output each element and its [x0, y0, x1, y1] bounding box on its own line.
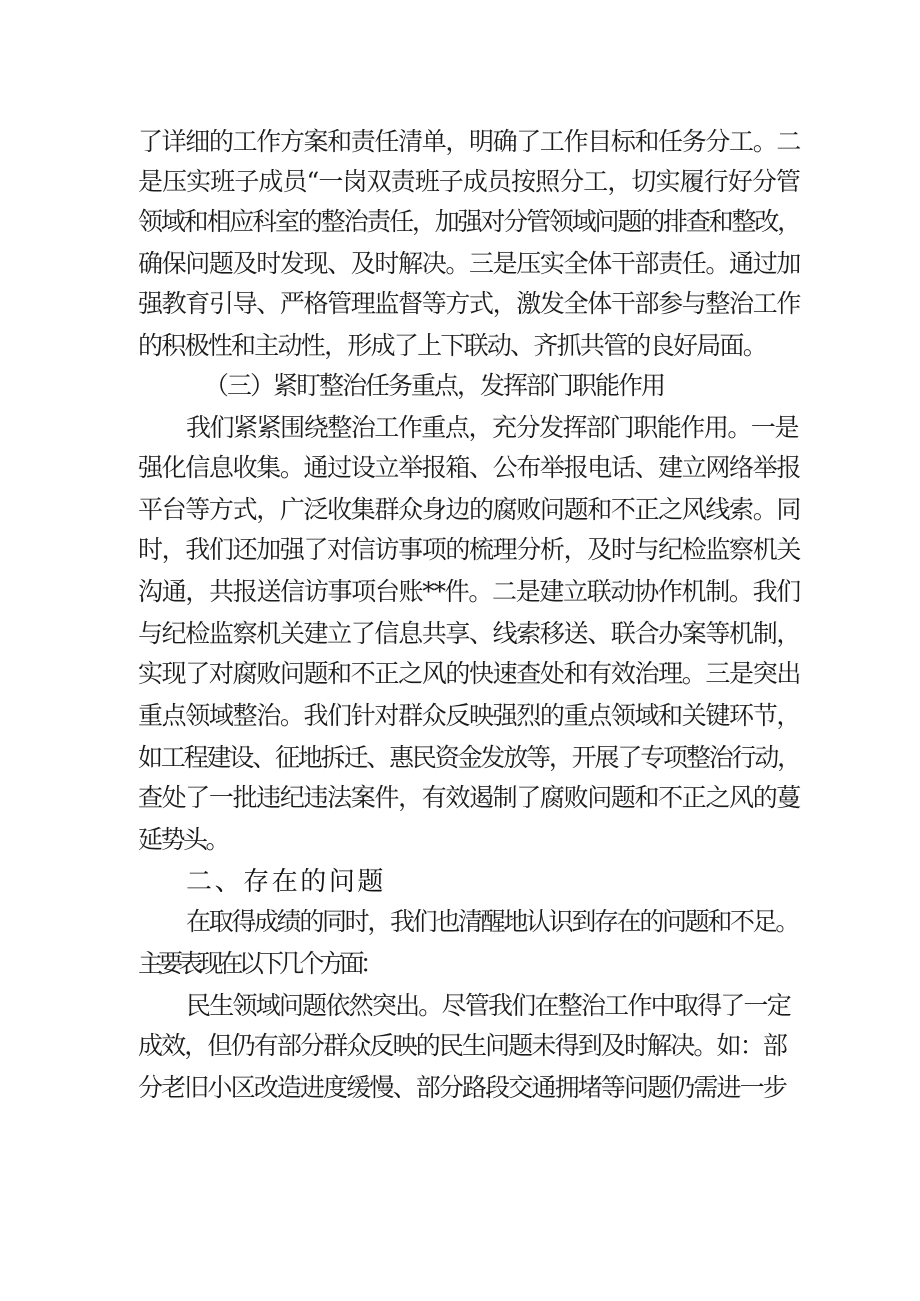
- text-line: 了详细的工作方案和责任清单，明确了工作目标和任务分工。二: [138, 127, 800, 156]
- section-subheading: （三）紧盯整治任务重点，发挥部门职能作用: [204, 371, 664, 400]
- text-line: 重点领域整治。我们针对群众反映强烈的重点领域和关键环节，: [138, 701, 800, 730]
- text-line: 实现了对腐败问题和不正之风的快速查处和有效治理。三是突出: [138, 659, 800, 688]
- section-heading: 二、存在的问题: [186, 867, 386, 897]
- paragraph-first-line: 在取得成绩的同时，我们也清醒地认识到存在的问题和不足。: [186, 907, 798, 936]
- paragraph-first-line: 我们紧紧围绕整治工作重点，充分发挥部门职能作用。一是: [186, 413, 798, 442]
- text-line: 查处了一批违纪违法案件，有效遏制了腐败问题和不正之风的蔓: [138, 783, 800, 812]
- text-line: 的积极性和主动性，形成了上下联动、齐抓共管的良好局面。: [138, 331, 766, 360]
- text-line: 强化信息收集。通过设立举报箱、公布举报电话、建立网络举报: [138, 453, 800, 482]
- text-line: 沟通，共报送信访事项台账**件。二是建立联动协作机制。我们: [138, 577, 800, 606]
- text-line: 强教育引导、严格管理监督等方式，激发全体干部参与整治工作: [138, 289, 800, 318]
- text-line: 领域和相应科室的整治责任，加强对分管领域问题的排查和整改，: [138, 207, 800, 236]
- text-line: 平台等方式，广泛收集群众身边的腐败问题和不正之风线索。同: [138, 495, 800, 524]
- text-line: 与纪检监察机关建立了信息共享、线索移送、联合办案等机制，: [138, 619, 800, 648]
- text-line: 确保问题及时发现、及时解决。三是压实全体干部责任。通过加: [138, 249, 800, 278]
- text-line: 是压实班子成员“一岗双责班子成员按照分工，切实履行好分管: [138, 167, 800, 196]
- paragraph-first-line: 民生领域问题依然突出。尽管我们在整治工作中取得了一定: [186, 991, 790, 1020]
- text-line: 成效，但仍有部分群众反映的民生问题未得到及时解决。如：部: [138, 1031, 786, 1060]
- text-line: 如工程建设、征地拆迁、惠民资金发放等，开展了专项整治行动，: [138, 743, 800, 772]
- text-line: 分老旧小区改造进度缓慢、部分路段交通拥堵等问题仍需进一步: [138, 1073, 786, 1102]
- text-line: 主要表现在以下几个方面：: [138, 949, 380, 978]
- text-line: 延势头。: [138, 825, 228, 854]
- text-line: 时，我们还加强了对信访事项的梳理分析，及时与纪检监察机关: [138, 535, 800, 564]
